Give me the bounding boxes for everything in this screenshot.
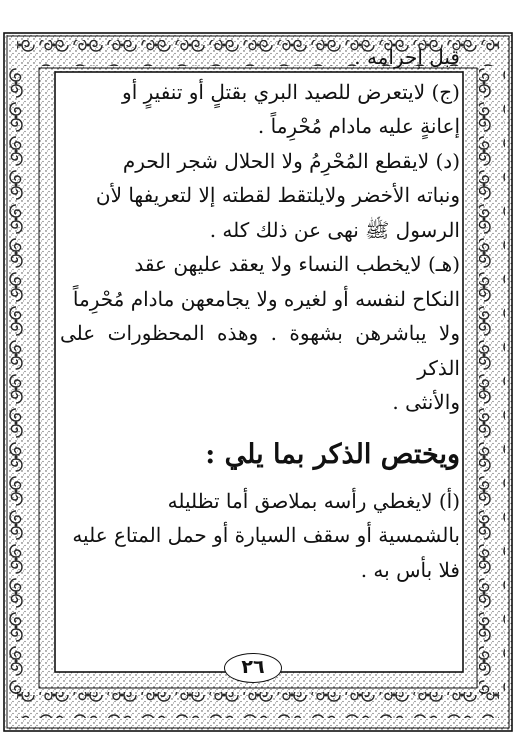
- page-body: [60, 40, 460, 587]
- text-line: (أ) لايغطي رأسه بملاصق أما تظليله: [167, 488, 460, 513]
- text-line: ونباته الأخضر ولايلتقط لقطته إلا لتعريفها لأن: [95, 183, 460, 207]
- text-line: الرسول ﷺ نهى عن ذلك كله .: [209, 217, 460, 242]
- page-number: ٢٦: [224, 653, 282, 683]
- text-line: إعانةٍ عليه مادام مُحْرِماً .: [257, 114, 460, 138]
- text-line: والأنثى .: [392, 390, 460, 414]
- text-line: النكاح لنفسه أو لغيره ولا يجامعهن مادام مُحْرِماً: [72, 286, 460, 311]
- text-line: (ج) لايتعرض للصيد البري بقتلٍ أو تنفيرٍ أو: [122, 79, 460, 104]
- text-line: ولا يباشرهن بشهوة . وهذه المحظورات على الذكر: [60, 321, 460, 380]
- text-line: بالشمسية أو سقف السيارة أو حمل المتاع عليه: [72, 523, 460, 547]
- text-line: (هـ) لايخطب النساء ولا يعقد عليهن عقد: [134, 252, 460, 276]
- section-heading: ويختص الذكر بما يلي :: [205, 438, 460, 470]
- text-line: فلا بأس به .: [360, 557, 460, 582]
- text-line: قبل إحرامه .: [354, 45, 460, 69]
- text-line: (د) لايقطع المُحْرِمُ ولا الحلال شجر الحرم: [122, 148, 460, 173]
